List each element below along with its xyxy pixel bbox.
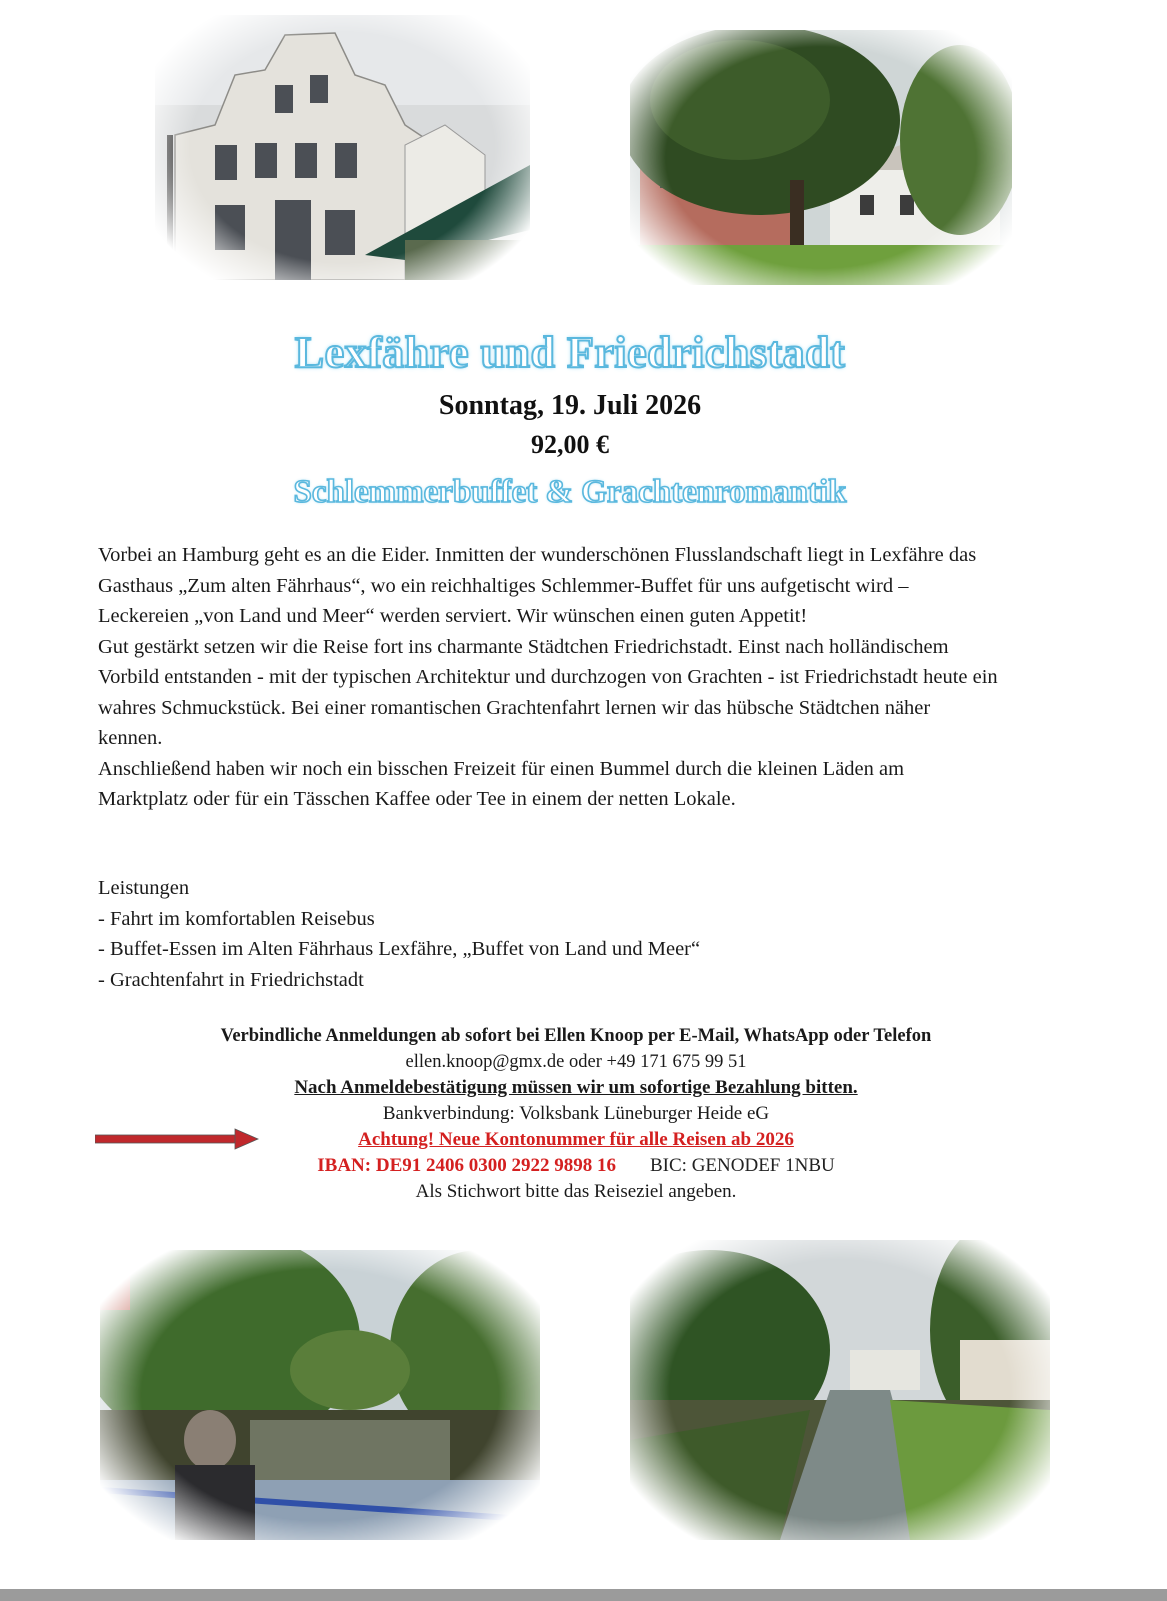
bottom-border bbox=[0, 1589, 1167, 1601]
registration-text: Verbindliche Anmeldungen ab sofort bei Ellen Knoop per E-Mail, WhatsApp oder Telefon bbox=[220, 1026, 932, 1046]
contact-info[interactable]: ellen.knoop@gmx.de oder +49 171 675 99 51 bbox=[405, 1052, 747, 1072]
description-paragraph: Vorbei an Hamburg geht es an die Eider. Inmitten der wunderschönen Flusslandschaft liegt in Lexfähre das Gasthaus „Zum alten Fährhaus“, wo ein reichhaltiges Schlemmer-Buffet für uns aufgetischt wird – Leckereien „von Land und Meer“ werden serviert. Wir wünschen einen guten Appetit! bbox=[98, 544, 977, 627]
account-warning: Achtung! Neue Kontonummer für alle Reisen ab 2026 bbox=[358, 1129, 794, 1150]
services-heading: Leistungen bbox=[98, 877, 190, 899]
service-item: - Fahrt im komfortablen Reisebus bbox=[98, 907, 375, 930]
reference-note: Als Stichwort bitte das Reiseziel angeben. bbox=[415, 1181, 737, 1202]
town-gable-house-photo bbox=[155, 15, 530, 280]
booking-info bbox=[0, 1023, 1152, 1205]
canal-view-photo bbox=[630, 1240, 1050, 1540]
canal-boat-tour-photo bbox=[100, 1250, 540, 1540]
service-item: - Grachtenfahrt in Friedrichstadt bbox=[98, 968, 364, 991]
description-paragraph: Anschließend haben wir noch ein bisschen Freizeit für einen Bummel durch die kleinen Läden am Marktplatz oder für ein Tässchen Kaffee oder Tee in einem der netten Lokale. bbox=[98, 757, 905, 810]
payment-notice: Nach Anmeldebestätigung müssen wir um sofortige Bezahlung bitten. bbox=[294, 1077, 858, 1098]
services-list bbox=[98, 873, 998, 995]
iban: IBAN: DE91 2406 0300 2922 9898 16 bbox=[317, 1155, 616, 1176]
trip-description bbox=[98, 540, 998, 815]
tree-and-houses-photo bbox=[630, 30, 1012, 285]
bic: BIC: GENODEF 1NBU bbox=[650, 1155, 835, 1176]
service-item: - Buffet-Essen im Alten Fährhaus Lexfähre, „Buffet von Land und Meer“ bbox=[98, 938, 701, 960]
event-date: Sonntag, 19. Juli 2026 bbox=[438, 390, 702, 421]
description-paragraph: Gut gestärkt setzen wir die Reise fort ins charmante Städtchen Friedrichstadt. Einst nach holländischem Vorbild entstanden - mit der typischen Architektur und durchzogen von Grachten - ist Friedrichstadt heute ein wahres Schmuckstück. Bei einer romantischen Grachtenfahrt lernen wir das hübsche Städtchen näher kennen. bbox=[98, 635, 998, 749]
page-title: Lexfähre und Friedrichstadt bbox=[294, 328, 846, 377]
bank-details: Bankverbindung: Volksbank Lüneburger Heide eG bbox=[382, 1103, 770, 1124]
page-subtitle: Schlemmerbuffet & Grachtenromantik bbox=[293, 474, 847, 510]
event-price: 92,00 € bbox=[531, 430, 609, 459]
arrow-right-icon bbox=[95, 1128, 260, 1150]
iban-line bbox=[0, 1153, 1152, 1179]
